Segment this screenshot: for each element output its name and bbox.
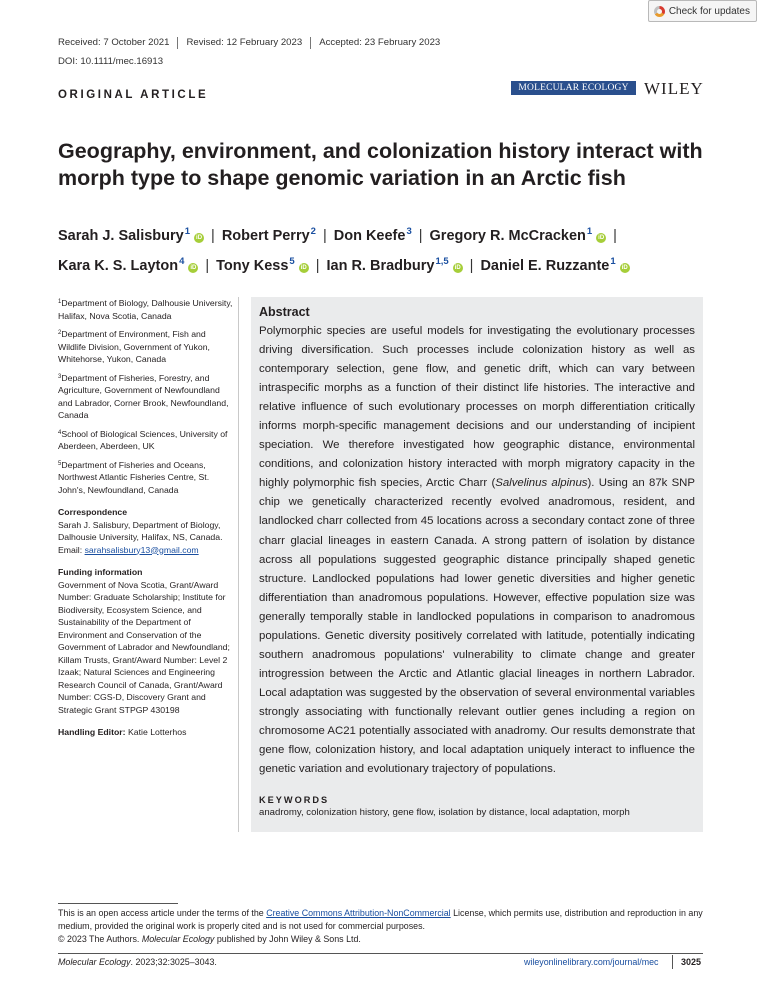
affiliation [58, 427, 234, 453]
author-name: Ian R. Bradbury [326, 258, 435, 274]
copyright-journal: Molecular Ecology [141, 933, 215, 944]
author [222, 228, 316, 244]
correspondence-heading: Correspondence [58, 507, 128, 517]
handling-editor [58, 726, 234, 739]
affiliation-text: Department of Biology, Dalhousie University, Halifax, Nova Scotia, Canada [58, 298, 233, 321]
funding-text: Government of Nova Scotia, Grant/Award Number: Graduate Scholarship; Institute for Biodiversity, Ecosystem Science, and Sustainability of the Department of Environment and Conservation of the Government of Labrador and Newfoundland; Killam Trusts, Grant/Award Number: Level 2 Izaak; Natural Sciences and Engineering Research Council of Canada, Grant/Award Number: CGS-D, Discovery Grant and Strategic Grant STPGP 430198 [58, 579, 230, 715]
affiliation-number: 4 [58, 429, 62, 436]
affiliation [58, 327, 234, 366]
species-name: Salvelinus alpinus [495, 477, 588, 490]
article-dates [58, 37, 448, 49]
orcid-icon[interactable]: iD [196, 235, 203, 241]
author-affiliation-ref[interactable]: 1,5 [435, 256, 449, 267]
author-name: Tony Kess [216, 258, 289, 274]
abstract-heading: Abstract [259, 305, 310, 319]
author [58, 258, 198, 274]
author [430, 228, 607, 244]
affiliation [58, 296, 234, 322]
author [334, 228, 412, 244]
publisher-logo: WILEY [644, 79, 704, 98]
author-name: Gregory R. McCracken [429, 228, 586, 244]
affiliation-number: 1 [58, 299, 62, 305]
author-name: Sarah J. Salisbury [58, 228, 184, 244]
footnote-rule [58, 903, 178, 904]
author-affiliation-ref[interactable]: 3 [406, 226, 412, 237]
author [326, 258, 462, 274]
funding-heading: Funding information [58, 567, 143, 577]
check-for-updates-label: Check for updates [668, 5, 750, 17]
author [216, 258, 309, 274]
affiliation [58, 371, 234, 422]
correspondence-block [58, 519, 234, 557]
affiliation-text: Department of Environment, Fish and Wildlife Division, Government of Yukon, Whitehorse, Yukon, Canada [58, 329, 210, 364]
journal-url-link[interactable]: wileyonlinelibrary.com/journal/mec [524, 957, 659, 967]
author-list [58, 219, 708, 279]
handling-editor-label: Handling Editor: [58, 727, 126, 737]
affiliation-text: Department of Fisheries, Forestry, and Agriculture, Government of Newfoundland and Labrador, Corner Brook, Newfoundland, Canada [58, 372, 229, 420]
affiliation [58, 458, 234, 497]
orcid-icon[interactable]: iD [454, 265, 461, 271]
author [58, 228, 204, 244]
separator: | [315, 258, 320, 274]
separator: | [322, 228, 327, 244]
page-number: 3025 [681, 957, 702, 967]
author-affiliation-ref[interactable]: 5 [289, 256, 295, 267]
license-text: This is an open access article under the terms of the [58, 908, 267, 918]
email-label: Email: [58, 544, 85, 555]
citation-journal: Molecular Ecology [58, 957, 131, 967]
author-name: Robert Perry [221, 228, 310, 244]
affiliation-number: 2 [58, 330, 62, 336]
keywords-heading: KEYWORDS [259, 795, 330, 806]
orcid-icon[interactable]: iD [190, 265, 197, 271]
author-affiliation-ref[interactable]: 1 [586, 226, 593, 237]
copyright-text: © 2023 The Authors. [58, 933, 142, 944]
bottom-rule [58, 953, 703, 954]
email-link[interactable]: sarahsalisbury13@gmail.com [84, 544, 199, 555]
author-name: Don Keefe [333, 228, 406, 244]
author-affiliation-ref[interactable]: 1 [184, 226, 191, 237]
citation-details: . 2023;32:3025–3043. [130, 957, 217, 967]
citation [58, 957, 217, 967]
revised-date: Revised: 12 February 2023 [177, 37, 310, 49]
cc-license-link[interactable]: Creative Commons Attribution-NonCommercial [266, 908, 451, 918]
crossmark-icon [654, 6, 665, 17]
article-sidebar [58, 296, 234, 739]
affiliation-number: 3 [58, 373, 62, 380]
accepted-date: Accepted: 23 February 2023 [310, 37, 448, 49]
article-title: Geography, environment, and colonization history interact with morph type to shape genomic variation in an Arctic fish [58, 139, 703, 190]
author-name: Daniel E. Ruzzante [480, 258, 610, 274]
author-affiliation-ref[interactable]: 4 [179, 256, 185, 267]
affiliation-text: School of Biological Sciences, University of Aberdeen, Aberdeen, UK [58, 428, 228, 451]
license-note [58, 907, 708, 945]
handling-editor-name: Katie Lotterhos [127, 727, 187, 737]
license-text: License, which permits use, distribution and reproduction in any medium, provided the original work is properly cited and is not used for commercial purposes. [58, 908, 703, 931]
page-divider [672, 955, 673, 969]
received-date: Received: 7 October 2021 [58, 37, 170, 48]
orcid-icon[interactable]: iD [598, 235, 605, 241]
author-name: Kara K. S. Layton [58, 258, 179, 274]
separator: | [211, 228, 215, 244]
abstract-text-part: ). Using an 87k SNP chip we genetically characterized recently evolved anadromous, resident, and landlocked charr collected from 45 locations across a secondary contact zone of three charr glacial lineages in eastern Canada. A strong pattern of isolation by distance across all populations suggested geographic distance principally shaped genetic structure. Landlocked populations had lower genetic diversities and higher genetic differentiation than anadromous populations. However, effective population size was generally temporally stable in landlocked populations in comparison to anadromous populations. Genetic diversity positively correlated with latitude, potentially indicating southern anadromous populations' vulnerability to climate change and greater introgression between the Arctic and Atlantic glacial lineages in northern Labrador. Local adaptation was suggested by the observation of several environmental variables strongly associating with functionally relevant outlier genes including a region on chromosome AC21 potentially associated with anadromy. Our results demonstrate that gene flow, colonization history, and local adaptation uniquely interact to influence the genetic variation and evolutionary trajectory of populations. [259, 477, 696, 776]
check-for-updates-button[interactable] [648, 0, 757, 22]
correspondence-text: Sarah J. Salisbury, Department of Biology, Dalhousie University, Halifax, NS, Canada. [58, 519, 223, 542]
author-affiliation-ref[interactable]: 1 [610, 256, 616, 267]
journal-logo: MOLECULAR ECOLOGY [511, 81, 636, 95]
affiliation-number: 5 [58, 460, 62, 467]
doi: DOI: 10.1111/mec.16913 [58, 56, 164, 67]
orcid-icon[interactable]: iD [621, 265, 628, 271]
separator: | [418, 228, 423, 244]
separator: | [469, 258, 474, 274]
copyright-text: published by John Wiley & Sons Ltd. [214, 933, 361, 944]
article-type: ORIGINAL ARTICLE [58, 89, 209, 101]
separator: | [205, 258, 210, 274]
author [480, 258, 629, 274]
separator: | [613, 228, 617, 244]
abstract-box [251, 297, 703, 832]
affiliation-text: Department of Fisheries and Oceans, Northwest Atlantic Fisheries Centre, St. John's, Newfoundland, Canada [58, 459, 210, 495]
author-affiliation-ref[interactable]: 2 [310, 226, 316, 237]
abstract-text [259, 322, 695, 779]
abstract-text-part: Polymorphic species are useful models for investigating the evolutionary processes driving diversification. Such processes include colonization history as well as contemporary selection, gene flow, and genetic drift, which can vary between intraspecific morphs as a function of their distinct life histories. The interactive and relative influence of such evolutionary processes on morph differentiation critically informs morph-specific management decisions and our understanding of incipient speciation. We therefore investigated how geographic distance, environmental conditions, and colonization history interacted with morph migratory capacity in the highly polymorphic fish species, Arctic Charr ( [259, 325, 695, 490]
orcid-icon[interactable]: iD [300, 265, 307, 271]
keywords: anadromy, colonization history, gene flow, isolation by distance, local adaptation, morph [259, 807, 630, 819]
